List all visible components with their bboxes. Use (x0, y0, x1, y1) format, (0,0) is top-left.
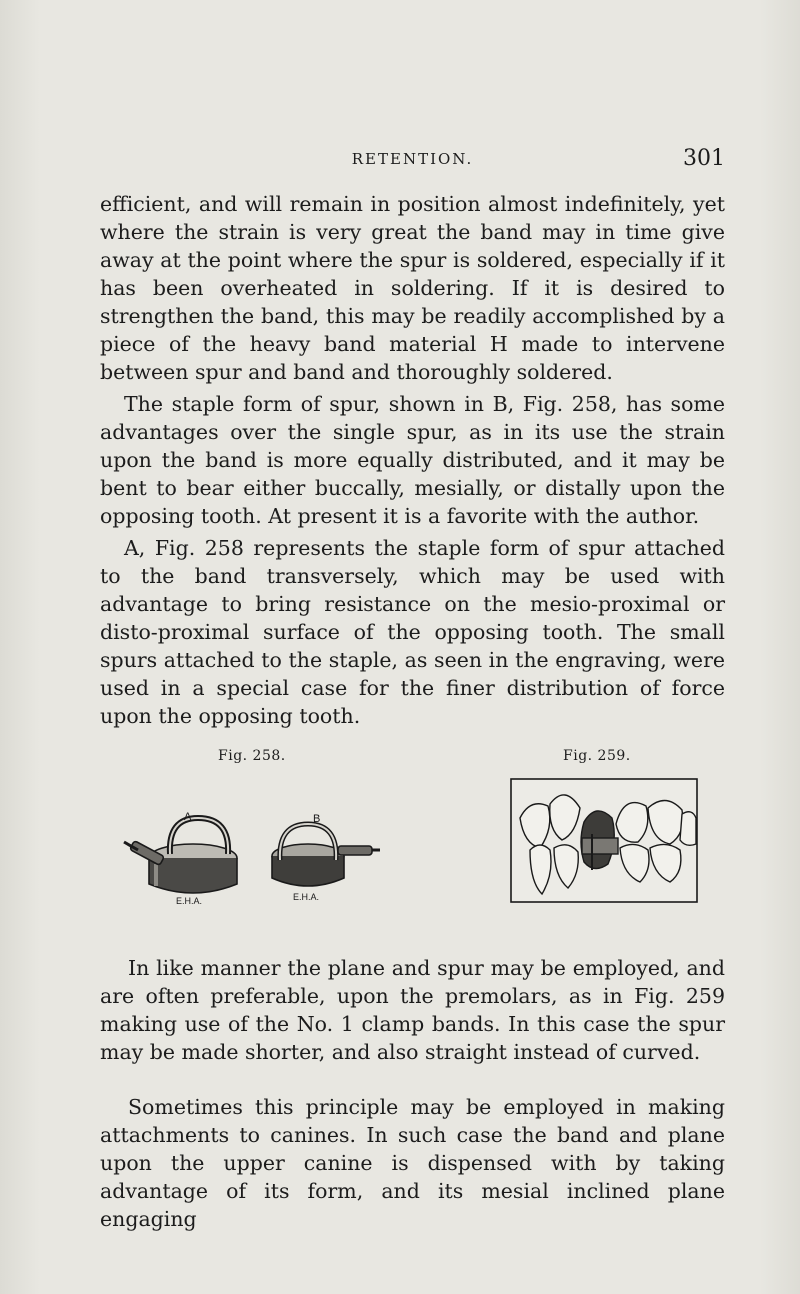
fig-258-label-b: B (313, 813, 321, 825)
paragraph-2: The staple form of spur, shown in B, Fig. 258, has some advantages over the single spur, as in its use the strain upon the band is more equally distributed, and it may be bent to bear either buccally, mesially, or distally upon the opposing tooth. At present it is a favorite with the author. (100, 392, 725, 528)
band-a-engraving (124, 818, 237, 893)
page-number: 301 (683, 146, 725, 171)
fig-259-caption: Fig. 259. (563, 748, 631, 764)
paragraph-1: efficient, and will remain in position almost indefinitely, yet where the strain is very great the band may in time give away at the point where the spur is soldered, especially if it has been overheated in soldering. If it is desired to strengthen the band, this may be readily accomplished by a piece of the heavy band material H made to intervene between spur and band and thoroughly soldered. (100, 192, 725, 384)
fig-259-illustration (510, 778, 700, 904)
paragraph-4: In like manner the plane and spur may be employed, and are often preferable, upon the premolars, as in Fig. 259 making use of the No. 1 clamp bands. In this case the spur may be made shorter, and also straight instead of curved. (100, 956, 725, 1064)
running-head (100, 146, 725, 178)
paragraph-5: Sometimes this principle may be employed in making attachments to canines. In such case the band and plane upon the upper canine is dispensed with by taking advantage of its form, and its mesial inclined plane engaging (100, 1095, 725, 1231)
fig-258-signature-b: E.H.A. (293, 892, 320, 902)
fig-258-signature-a: E.H.A. (176, 896, 203, 906)
band-b-engraving (272, 824, 380, 886)
fig-258-illustration (118, 798, 388, 908)
running-title: RETENTION. (351, 150, 474, 168)
fig-258-label-a: A (184, 811, 192, 823)
fig-258-caption: Fig. 258. (218, 748, 286, 764)
paragraph-3: A, Fig. 258 represents the staple form of spur attached to the band transversely, which may be used with advantage to bring resistance on the mesio-proximal or disto-proximal surface of the opposing tooth. The small spurs attached to the staple, as seen in the engraving, were used in a special case for the finer distribution of force upon the opposing tooth. (100, 536, 725, 728)
